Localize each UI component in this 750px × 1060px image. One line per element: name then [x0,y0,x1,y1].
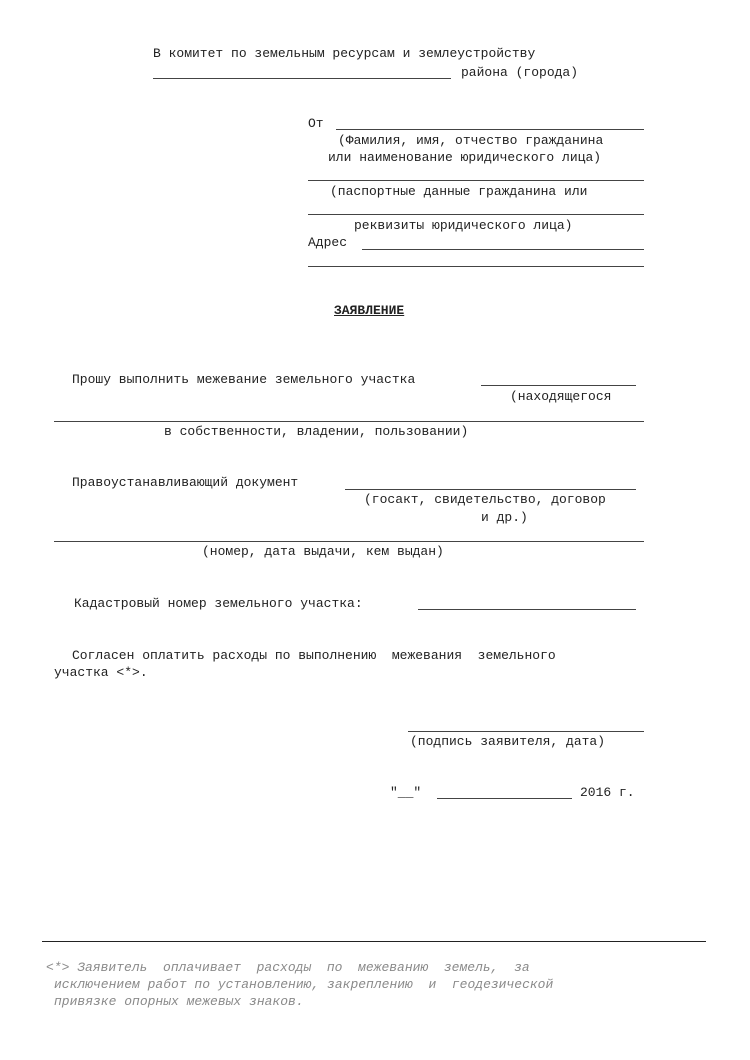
located-hint: (находящегося [510,389,612,404]
signature-hint: (подпись заявителя, дата) [410,734,606,749]
cadastral-blank-line [418,609,636,610]
footnote-separator [42,941,706,942]
date-year: 2016 г. [580,785,635,800]
document-title: ЗАЯВЛЕНИЕ [334,303,405,318]
issue-blank-line [54,541,644,542]
document-label: Правоустанавливающий документ [72,475,299,490]
name-hint-2: или наименование юридического лица) [328,150,602,165]
addressee-line-2: района (города) [461,65,579,80]
cadastral-label: Кадастровый номер земельного участка: [74,596,363,611]
agreement-line-1: Согласен оплатить расходы по выполнению межевания земельного [72,648,556,663]
date-month-blank-line [437,798,572,799]
request-blank-line [481,385,636,386]
address-blank-line-1 [362,249,644,250]
from-label: От [308,116,324,131]
request-text: Прошу выполнить межевание земельного участка [72,372,416,387]
ownership-blank-line [54,421,644,422]
footnote-line-2: исключением работ по установлению, закреплению и геодезической [54,977,554,992]
document-blank-line [345,489,636,490]
address-blank-line-2 [308,266,644,267]
footnote-line-3: привязке опорных межевых знаков. [54,994,304,1009]
from-blank-line [336,129,644,130]
name-hint-1: (Фамилия, имя, отчество гражданина [338,133,604,148]
address-label: Адрес [308,235,348,250]
agreement-line-2: участка <*>. [54,665,148,680]
addressee-line-1: В комитет по земельным ресурсам и землеустройству [153,46,536,61]
issue-hint: (номер, дата выдачи, кем выдан) [202,544,444,559]
date-day: "__" [390,785,422,800]
district-blank-line [153,78,451,79]
ownership-hint: в собственности, владении, пользовании) [164,424,469,439]
footnote-line-1: <*> Заявитель оплачивает расходы по межеванию земель, за [46,960,530,975]
passport-blank-line-2 [308,214,644,215]
document-hint-1: (госакт, свидетельство, договор [364,492,606,507]
document-hint-2: и др.) [481,510,528,525]
passport-hint-2: реквизиты юридического лица) [354,218,573,233]
passport-hint-1: (паспортные данные гражданина или [330,184,588,199]
passport-blank-line-1 [308,180,644,181]
signature-blank-line [408,731,644,732]
